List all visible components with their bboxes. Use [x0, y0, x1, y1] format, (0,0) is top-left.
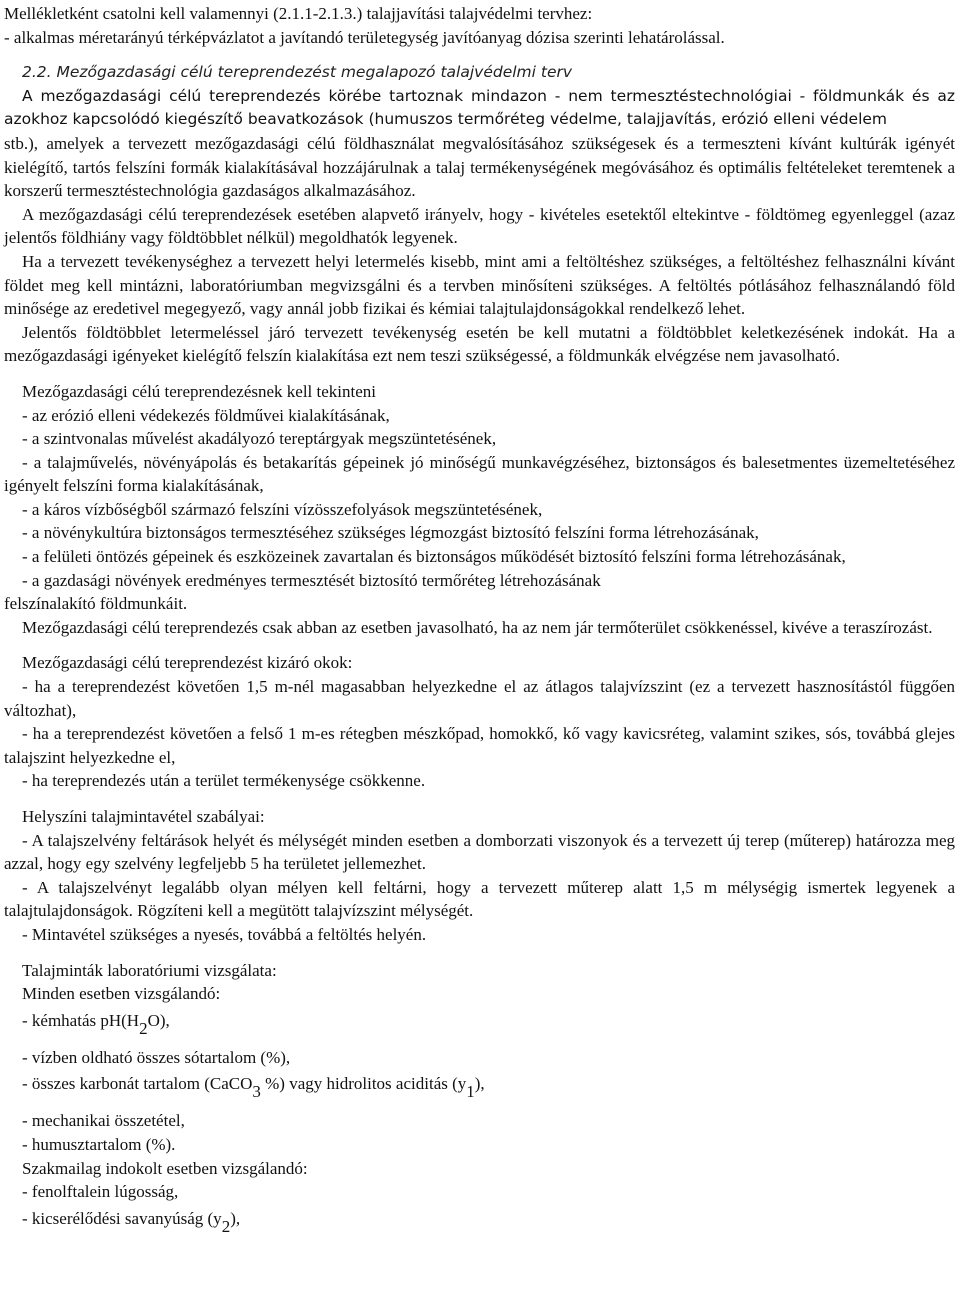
- block1-item: - a gazdasági növények eredményes termesztését biztosító termőréteg létrehozásának: [22, 570, 601, 590]
- block1-title: Mezőgazdasági célú tereprendezésnek kell tekinteni: [22, 381, 376, 401]
- block1-tail: felszínalakító földmunkáit.: [4, 594, 188, 614]
- salt-line: - vízben oldható összes sótartalom (%),: [22, 1047, 291, 1067]
- section-heading: 2.2. Mezőgazdasági célú tereprendezést megalapozó talajvédelmi terv: [22, 63, 573, 82]
- section-paragraph-3: Ha a tervezett tevékenységhez a tervezett helyi letermelés kisebb, mint ami a feltöltéshez szükséges, a feltöltéshez felhasználni kívánt földet meg kell mintázni, laboratóriumban megvizsgálni és a tervben minősíteni szükséges. A feltöltés pótlásához felhasználandó föld minősége az eredetivel megegyező, vagy annál jobb fizikai és kémiai talajtulajdonságokkal rendelkező lehet.: [4, 251, 955, 319]
- block4-title: Talajminták laboratóriumi vizsgálata:: [22, 960, 277, 980]
- carbonate-line: - összes karbonát tartalom (CaCO$_3$ %) vagy hidrolitos aciditás $(y_1)$,: [22, 1074, 485, 1102]
- section-paragraph-1-sans: A mezőgazdasági célú tereprendezés körébe tartoznak mindazon - nem termesztéstechnológiai - földmunkák és az azokhoz kapcsolódó kiegészítő beavatkozások (humuszos termőréteg védelme, talajjavítás, erózió elleni védelem: [4, 86, 955, 129]
- block1-item: - a szintvonalas művelést akadályozó tereptárgyak megszüntetésének,: [22, 429, 497, 449]
- block2-title: Mezőgazdasági célú tereprendezést kizáró okok:: [22, 653, 353, 673]
- block2-item: - ha tereprendezés után a terület termékenysége csökkenne.: [22, 771, 426, 791]
- humus-line: - humusztartalom (%).: [22, 1134, 176, 1154]
- block3-title: Helyszíni talajmintavétel szabályai:: [22, 807, 265, 826]
- section-paragraph-1-serif: stb.), amelyek a tervezett mezőgazdasági célú földhasználat megvalósításához szükségesek és a termeszteni kívánt kultúrák igényét kielégítő, tartós felszíni formák kialakításával hozzájárulnak a talaj termékenységének megóvásához és optimális feltételeket teremtenek a korszerű termesztéstechnológia gazdaságos alkalmazásához.: [4, 133, 955, 201]
- exchange-line: - kicserélődési savanyúság $(y_2)$,: [22, 1208, 241, 1236]
- block3-item: - A talajszelvény feltárások helyét és mélységét minden esetben a domborzati viszonyok és a tervezett új terep (műterep) határozza meg azzal, hogy egy szelvény legfeljebb 5 ha területet jellemezhet.: [4, 830, 955, 874]
- block1-item: - a káros vízbőségből származó felszíni vízösszefolyások megszüntetésének,: [22, 499, 543, 519]
- mech-line: - mechanikai összetétel,: [22, 1111, 185, 1131]
- block2-item: - ha a tereprendezést követően a felső 1 m-es rétegben mészkőpad, homokkő, kő vagy kavicsréteg, valamint szikes, sós, továbbá glejes talajszint helyezkedne el,: [4, 724, 955, 767]
- phenol-line: - fenolftalein lúgosság,: [22, 1182, 179, 1202]
- block3-item: - A talajszelvényt legalább olyan mélyen kell feltárni, hogy a tervezett műterep alatt 1,5 m mélységig ismertek legyenek a talajtulajdonságok. Rögzíteni kell a megütött talajvízszint mélységét.: [4, 877, 955, 921]
- ph-line: - kémhatás $pH(H_2O)$,: [22, 1010, 170, 1038]
- intro-line-1: Mellékletként csatolni kell valamennyi (2.1.1-2.1.3.) talajjavítási talajvédelmi tervhez:: [4, 4, 593, 23]
- block2-item: - ha a tereprendezést követően 1,5 m-nél magasabban helyezkedne el az átlagos talajvízszint (ez a tervezett hasznosítástól függően változhat),: [4, 677, 955, 720]
- block3-item: - Mintavétel szükséges a nyesés, továbbá a feltöltés helyén.: [22, 924, 427, 944]
- section-paragraph-2: A mezőgazdasági célú tereprendezések esetében alapvető irányelv, hogy - kivételes esetektől eltekintve - földtömeg egyenleggel (azaz jelentős földhiány vagy földtöbblet nélkül) megoldhatók legyenek.: [4, 204, 955, 248]
- block1-item: - a felületi öntözés gépeinek és eszközeinek zavartalan és biztonságos működését biztosító felszíni forma létrehozásának,: [22, 547, 846, 567]
- block1-item: - az erózió elleni védekezés földművei kialakításának,: [22, 405, 390, 425]
- block4-subtitle: Minden esetben vizsgálandó:: [22, 984, 221, 1004]
- section-paragraph-4: Jelentős földtöbblet letermeléssel járó tervezett tevékenység esetén be kell mutatni a földtöbblet keletkezésének indokát. Ha a mezőgazdasági igényeket kielégítő felszín kialakítása ezt nem teszi szükségessé, a földmunkák elvégzése nem javasolható.: [4, 322, 955, 366]
- special-title: Szakmailag indokolt esetben vizsgálandó:: [22, 1158, 308, 1178]
- block1-note: Mezőgazdasági célú tereprendezés csak abban az esetben javasolható, ha az nem jár termőterület csökkenéssel, kivéve a teraszírozást.: [22, 617, 933, 637]
- intro-line-2: - alkalmas méretarányú térképvázlatot a javítandó területegység javítóanyag dózisa szerinti lehatárolással.: [4, 27, 725, 47]
- block1-item: - a talajművelés, növényápolás és betakarítás gépeinek jó minőségű munkavégzéséhez, biztonságos és balesetmentes üzemeltetéséhez igényelt felszíni forma kialakításának,: [4, 452, 955, 496]
- block1-item: - a növénykultúra biztonságos termesztéséhez szükséges légmozgást biztosító felszíni forma létrehozásának,: [22, 523, 759, 543]
